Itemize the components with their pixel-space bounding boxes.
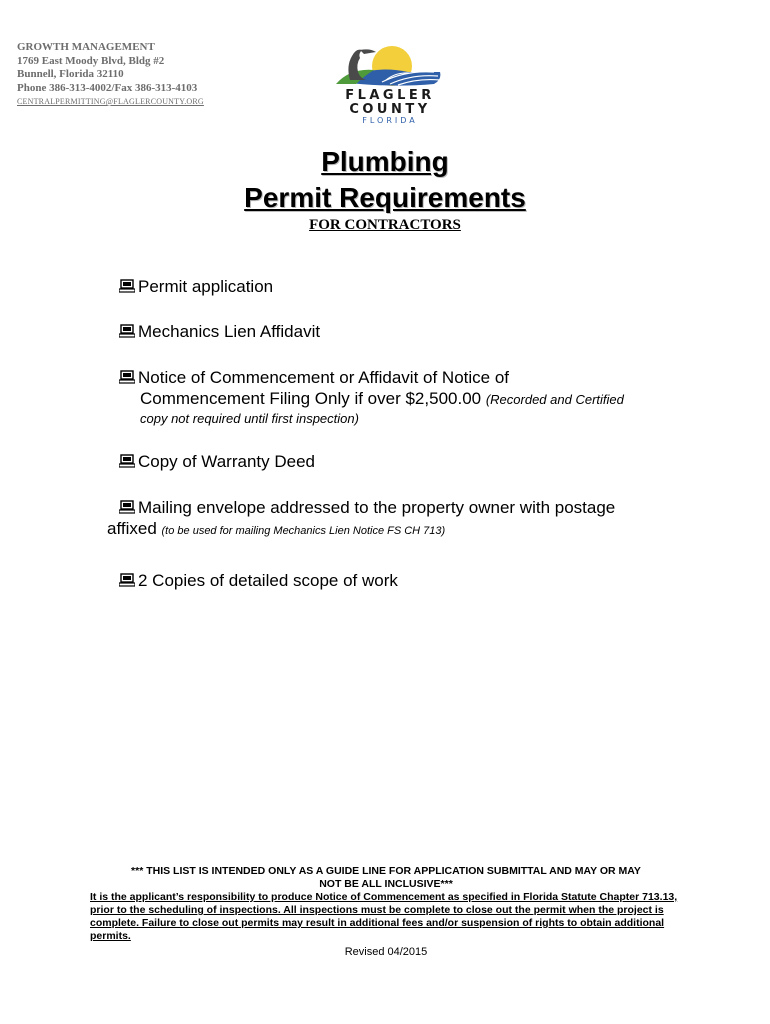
item-note-part1: (Recorded and Certified [485,392,624,407]
checklist-item-notice-of-commencement [119,367,624,427]
document-title-line1: Plumbing [321,146,449,177]
department-name: GROWTH MANAGEMENT [17,41,155,53]
computer-icon [119,498,135,512]
item-text-line2: affixed [107,519,157,538]
email-link[interactable]: CENTRALPERMITTING@FLAGLERCOUNTY.ORG [17,97,204,106]
item-note-part2: copy not required until first inspection) [140,411,359,426]
logo-text-flagler: FLAGLER [345,88,435,103]
guide-notice-line2: NOT BE ALL INCLUSIVE*** [319,878,453,890]
checklist-item-scope-of-work [119,570,398,591]
applicant-responsibility: It is the applicant’s responsibility to produce Notice of Commencement as specified in Florida Statute Chapter 713.13, prior to the scheduling of inspections. All inspections must be complete to close out the permit when the project is complete. Failure to close out permits may result in additional fees and/or suspension of rights to obtain additional permits. [90,891,678,942]
item-note: (to be used for mailing Mechanics Lien Notice FS CH 713) [161,525,446,537]
flagler-county-logo [330,42,450,124]
document-subtitle: FOR CONTRACTORS [309,217,461,233]
checklist-item-warranty-deed [119,451,315,472]
item-text: Mechanics Lien Affidavit [138,322,321,341]
city-state-zip: Bunnell, Florida 32110 [17,68,124,80]
phone-fax: Phone 386-313-4002/Fax 386-313-4103 [17,81,198,94]
item-text-line1: Notice of Commencement or Affidavit of Notice of [138,368,510,387]
checklist-item-permit-application [119,276,273,297]
computer-icon [119,368,135,382]
logo-text-county: COUNTY [349,102,431,117]
item-text: Permit application [138,277,274,296]
street-address: 1769 East Moody Blvd, Bldg #2 [17,54,165,67]
item-text-line1: Mailing envelope addressed to the property owner with postage [138,498,616,517]
logo-text-florida: FLORIDA [362,116,418,125]
document-title-line2: Permit Requirements [244,182,526,213]
revision-date: Revised 04/2015 [344,946,428,958]
footer-disclaimer [90,865,682,959]
checklist-item-mailing-envelope [107,497,616,542]
computer-icon [119,452,135,466]
agency-address [17,41,204,109]
logo-graphic [330,42,450,90]
item-text: Copy of Warranty Deed [138,452,315,471]
item-text-line2: Commencement Filing Only if over $2,500.00 [140,389,482,408]
computer-icon [119,277,135,291]
checklist-item-mechanics-lien [119,321,320,342]
computer-icon [119,571,135,585]
item-text: 2 Copies of detailed scope of work [138,571,398,590]
guide-notice-line1: *** THIS LIST IS INTENDED ONLY AS A GUIDE LINE FOR APPLICATION SUBMITTAL AND MAY OR MAY [131,865,641,877]
computer-icon [119,322,135,336]
